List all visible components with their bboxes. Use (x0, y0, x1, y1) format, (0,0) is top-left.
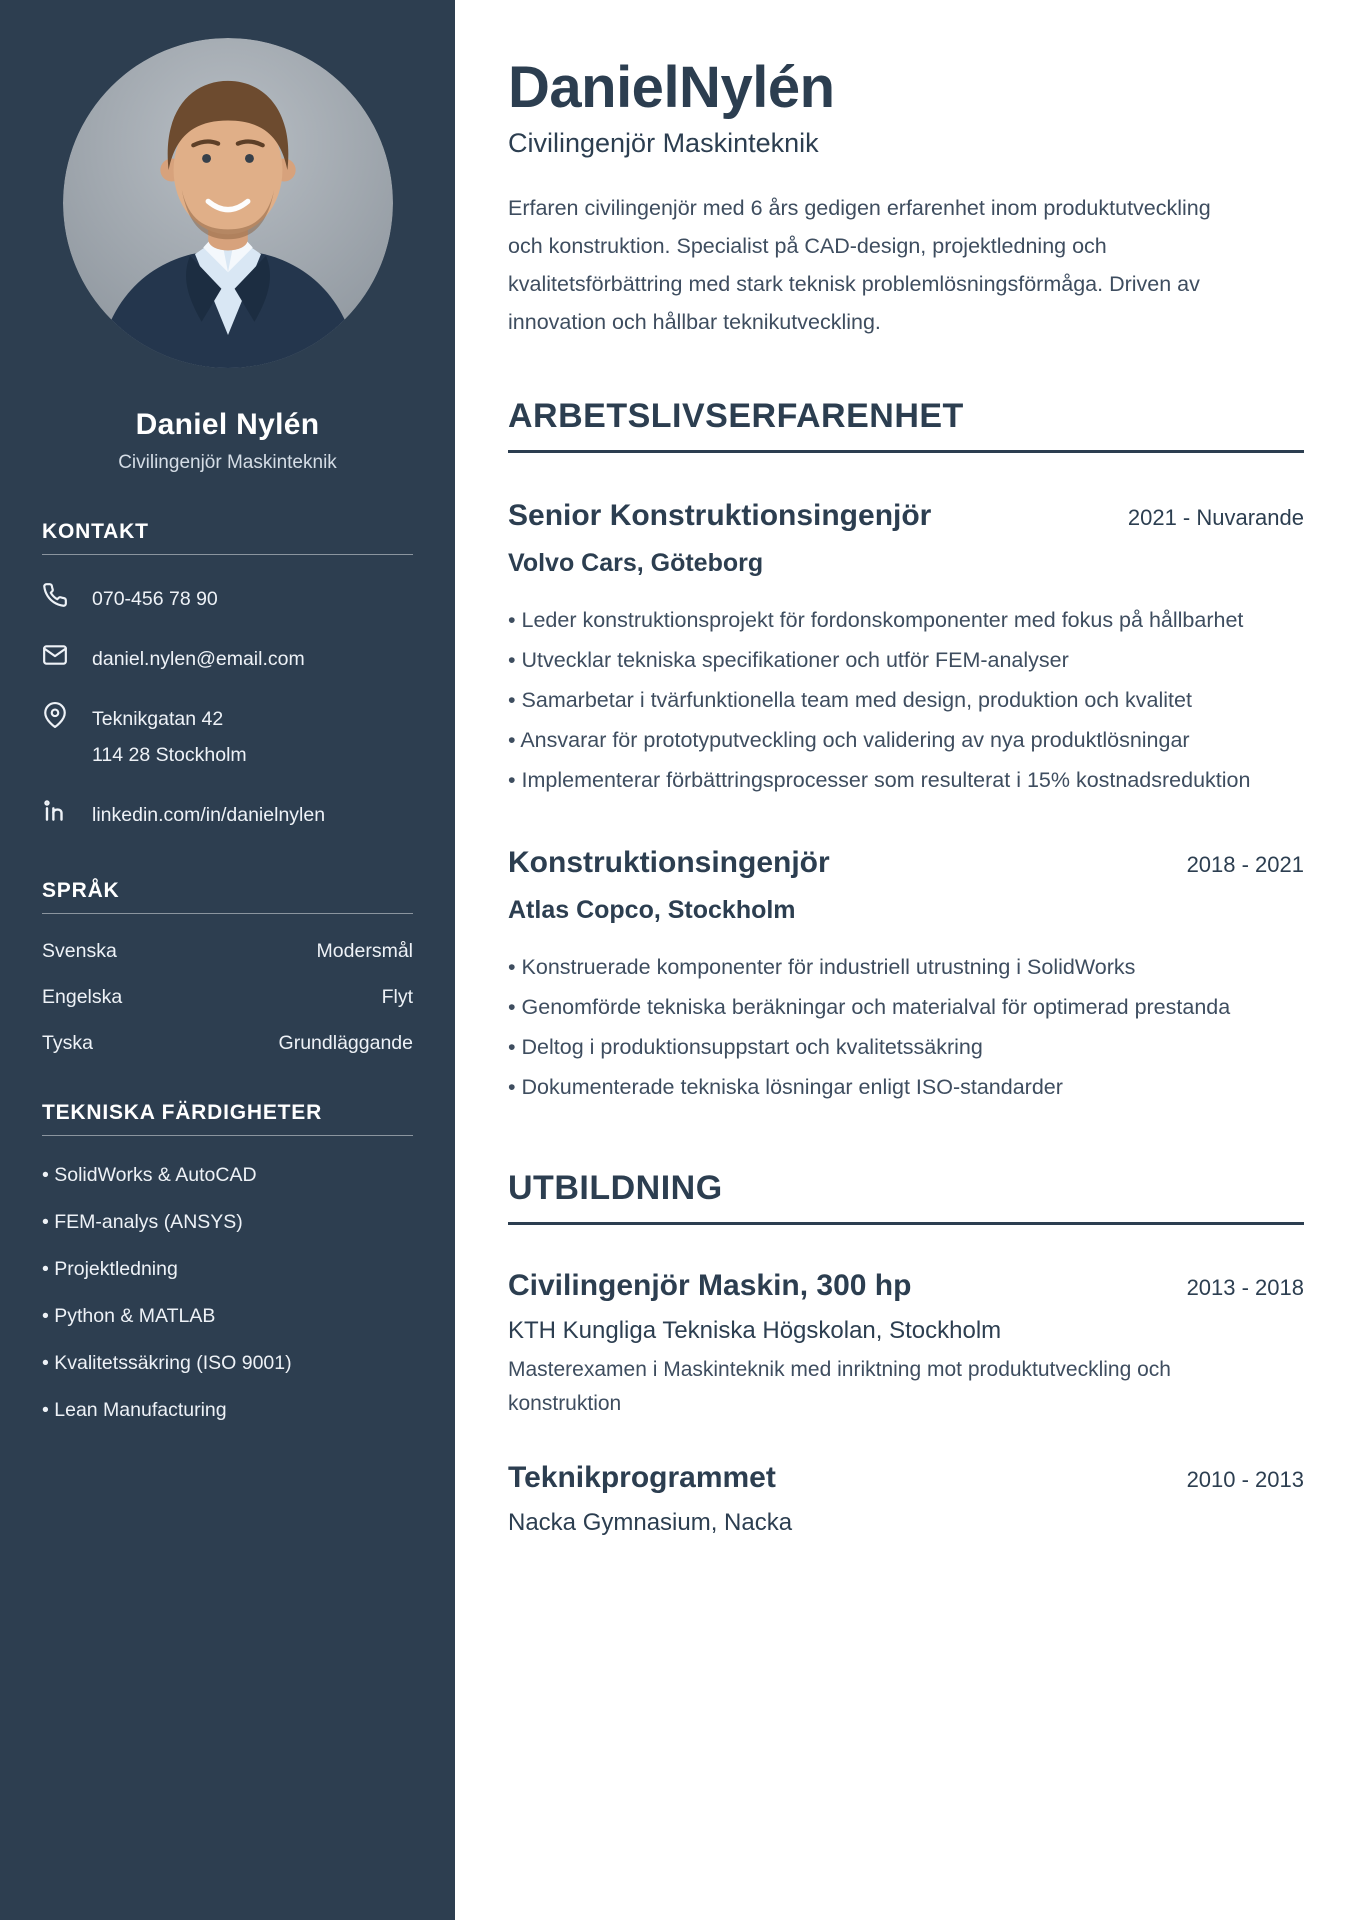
job-company: Atlas Copco, Stockholm (508, 895, 796, 924)
contact-section (42, 581, 413, 833)
skill-item: • Python & MATLAB (42, 1303, 413, 1330)
sidebar-job-title: Civilingenjör Maskinteknik (118, 452, 337, 473)
job-bullet: • Utvecklar tekniska specifikationer och utför FEM-analyser (508, 640, 1253, 680)
education-school: Nacka Gymnasium, Nacka (508, 1508, 793, 1536)
language-name: Engelska (42, 986, 123, 1008)
education-title: Teknikprogrammet (508, 1460, 776, 1494)
job-bullet: • Konstruerade komponenter för industriell utrustning i SolidWorks (508, 947, 1253, 987)
email-icon (42, 641, 72, 677)
profile-summary: Erfaren civilingenjör med 6 års gedigen erfarenhet inom produktutveckling och konstruktion. Specialist på CAD-design, projektledning och kvalitetsförbättring med stark teknisk problemlösningsförmåga. Driven av innovation och hållbar teknikutveckling. (508, 195, 1211, 334)
page-title: DanielNylén (508, 55, 835, 120)
experience-entry (508, 499, 1304, 800)
email-value: daniel.nylen@email.com (92, 648, 305, 670)
job-title: Konstruktionsingenjör (508, 845, 830, 879)
address-line-1: Teknikgatan 42 (92, 708, 224, 730)
language-row (42, 940, 413, 963)
skill-item: • Lean Manufacturing (42, 1397, 413, 1424)
language-name: Tyska (42, 1032, 93, 1054)
job-bullet: • Leder konstruktionsprojekt för fordonskomponenter med fokus på hållbarhet (508, 600, 1253, 640)
education-description: Masterexamen i Maskinteknik med inriktning mot produktutveckling och konstruktion (508, 1357, 1171, 1415)
education-period: 2013 - 2018 (1186, 1274, 1304, 1300)
language-level: Flyt (381, 986, 413, 1008)
job-bullet: • Samarbetar i tvärfunktionella team med design, produktion och kvalitet (508, 680, 1253, 720)
job-bullet: • Ansvarar för prototyputveckling och validering av nya produktlösningar (508, 720, 1253, 760)
education-entry (508, 1461, 1304, 1537)
education-entry (508, 1269, 1304, 1421)
contact-row-linkedin (42, 797, 413, 833)
phone-value: 070-456 78 90 (92, 588, 218, 610)
education-period: 2010 - 2013 (1186, 1466, 1304, 1492)
contact-row-address (42, 701, 413, 773)
language-level: Modersmål (316, 940, 413, 962)
main-content (455, 0, 1357, 1920)
job-bullet: • Dokumenterade tekniska lösningar enligt ISO-standarder (508, 1067, 1253, 1107)
sidebar-name: Daniel Nylén (135, 408, 320, 441)
phone-icon (42, 581, 72, 617)
skill-item: • Kvalitetssäkring (ISO 9001) (42, 1350, 413, 1377)
education-title: Civilingenjör Maskin, 300 hp (508, 1268, 912, 1302)
linkedin-icon (42, 797, 72, 833)
language-level: Grundläggande (278, 1032, 413, 1054)
job-bullet-list (508, 600, 1253, 800)
linkedin-value: linkedin.com/in/danielnylen (92, 804, 326, 826)
job-bullet: • Deltog i produktionsuppstart och kvalitetssäkring (508, 1027, 1253, 1067)
job-company: Volvo Cars, Göteborg (508, 548, 764, 577)
page-subtitle: Civilingenjör Maskinteknik (508, 127, 819, 158)
experience-heading: ARBETSLIVSERFARENHET (508, 397, 1304, 453)
job-period: 2018 - 2021 (1186, 851, 1304, 877)
languages-heading: SPRÅK (42, 879, 413, 914)
sidebar (0, 0, 455, 1920)
location-icon (42, 701, 72, 773)
address-line-2: 114 28 Stockholm (92, 744, 247, 766)
experience-entry (508, 846, 1304, 1107)
languages-section (42, 940, 413, 1055)
contact-row-email (42, 641, 413, 677)
skill-item: • SolidWorks & AutoCAD (42, 1162, 413, 1189)
avatar-illustration (63, 38, 393, 368)
job-title: Senior Konstruktionsingenjör (508, 498, 932, 532)
profile-photo (63, 38, 393, 368)
education-school: KTH Kungliga Tekniska Högskolan, Stockholm (508, 1316, 1002, 1344)
education-heading: UTBILDNING (508, 1169, 1304, 1225)
job-bullet: • Genomförde tekniska beräkningar och materialval för optimerad prestanda (508, 987, 1253, 1027)
contact-heading: KONTAKT (42, 520, 413, 555)
language-row (42, 1032, 413, 1055)
skills-heading: TEKNISKA FÄRDIGHETER (42, 1101, 413, 1136)
contact-row-phone (42, 581, 413, 617)
job-bullet: • Implementerar förbättringsprocesser som resulterat i 15% kostnadsreduktion (508, 760, 1253, 800)
job-period: 2021 - Nuvarande (1127, 504, 1304, 530)
job-bullet-list (508, 947, 1253, 1107)
skill-item: • Projektledning (42, 1256, 413, 1283)
skills-section (42, 1162, 413, 1424)
skill-item: • FEM-analys (ANSYS) (42, 1209, 413, 1236)
language-row (42, 986, 413, 1009)
language-name: Svenska (42, 940, 117, 962)
